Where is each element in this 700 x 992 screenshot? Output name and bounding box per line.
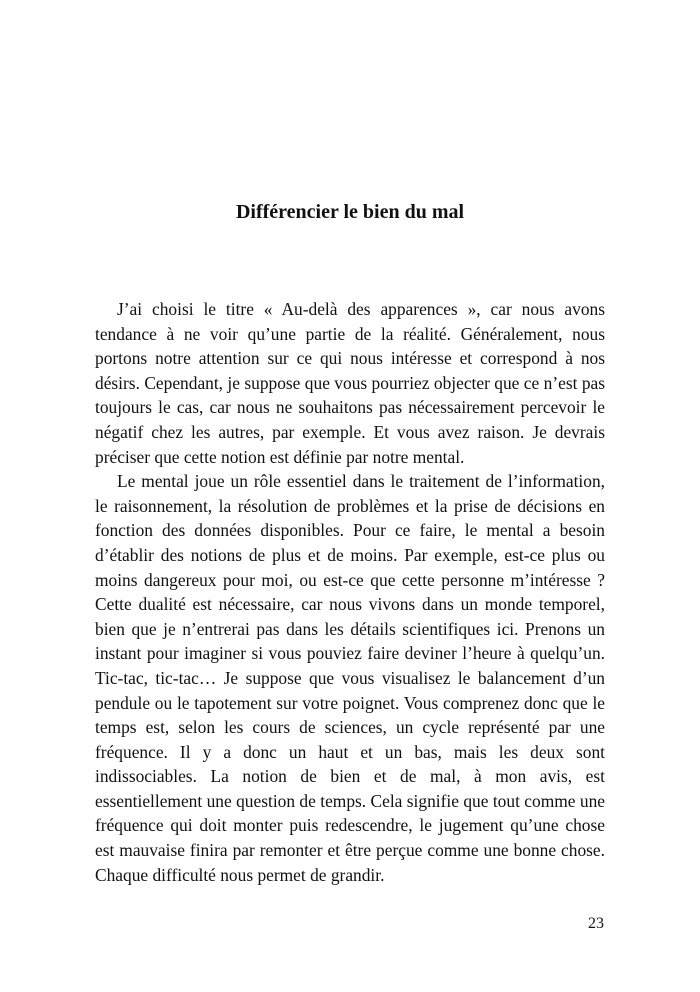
- chapter-title: Différencier le bien du mal: [235, 201, 465, 223]
- paragraph-2: Le mental joue un rôle essentiel dans le traitement de l’information, le raisonnement, la résolution de problèmes et la prise de décisions en fonction des données disponibles. Pour ce faire, le mental a besoin d’établir des notions de plus et de moins. Par exemple, est-ce plus ou moins dangereux pour moi, ou est-ce que cette personne m’intéresse ? Cette dualité est nécessaire, car nous vivons dans un monde temporel, bien que je n’entrerai pas dans les détails scientifiques ici. Prenons un instant pour imaginer si vous pouviez faire deviner l’heure à quelqu’un. Tic-tac, tic-tac… Je suppose que vous visualisez le balancement d’un pendule ou le tapotement sur votre poignet. Vous comprenez donc que le temps est, selon les cours de sciences, un cycle représenté par une fréquence. Il y a donc un haut et un bas, mais les deux sont indissociables. La notion de bien et de mal, à mon avis, est essentiellement une question de temps. Cela signifie que tout comme une fréquence qui doit monter puis redescendre, le jugement qu’une chose est mauvaise finira par remonter et être perçue comme une bonne chose. Chaque difficulté nous permet de grandir.: [95, 471, 605, 885]
- body-text: [95, 297, 605, 887]
- paragraph-1: J’ai choisi le titre « Au-delà des apparences », car nous avons tendance à ne voir qu’une partie de la réalité. Généralement, nous portons notre attention sur ce qui nous intéresse et correspond à nos désirs. Cependant, je suppose que vous pourriez objecter que ce n’est pas toujours le cas, car nous ne souhaitons pas nécessairement percevoir le négatif chez les autres, par exemple. Et vous avez raison. Je devrais préciser que cette notion est définie par notre mental.: [95, 299, 605, 467]
- page-number: 23: [588, 915, 604, 932]
